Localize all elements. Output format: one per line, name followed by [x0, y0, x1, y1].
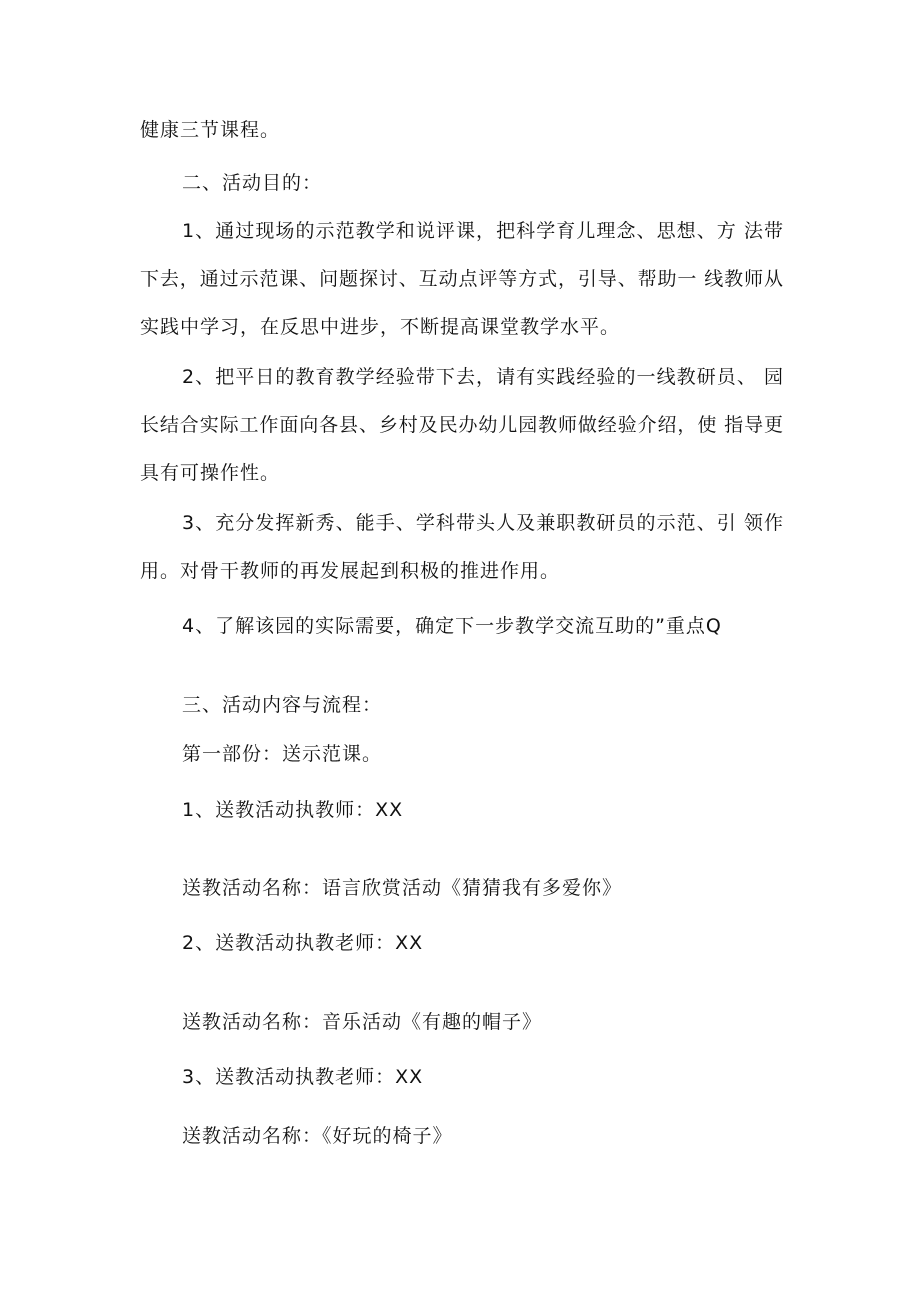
teacher-item-3: 3、送教活动执教老师：XX [182, 1066, 424, 1088]
purpose-item-2-line-1: 2、把平日的教育教学经验带下去，请有实践经验的一线教研员、 园 [182, 366, 783, 388]
teacher-item-2: 2、送教活动执教老师：XX [182, 932, 424, 954]
purpose-item-2-line-2: 长结合实际工作面向各县、乡村及民办幼儿园教师做经验介绍，使 指导更 [140, 414, 783, 436]
purpose-item-1-line-2: 下去，通过示范课、问题探讨、互动点评等方式，引导、帮助一 线教师从 [140, 268, 783, 290]
paragraph-line-1: 健康三节课程。 [140, 119, 281, 141]
purpose-item-1-line-1: 1、通过现场的示范教学和说评课，把科学育儿理念、思想、方 法带 [182, 220, 783, 242]
part-one-title: 第一部份：送示范课。 [182, 743, 383, 765]
purpose-item-3-line-2: 用。对骨干教师的再发展起到积极的推进作用。 [140, 560, 561, 582]
purpose-item-3-line-1: 3、充分发挥新秀、能手、学科带头人及兼职教研员的示范、引 领作 [182, 512, 783, 534]
section-heading-purpose: 二、活动目的： [182, 172, 323, 194]
section-heading-content-flow: 三、活动内容与流程： [182, 694, 383, 716]
teacher-item-1: 1、送教活动执教师：XX [182, 799, 404, 821]
activity-name-1: 送教活动名称：语言欣赏活动《猜猜我有多爱你》 [182, 877, 623, 899]
activity-name-3: 送教活动名称：《好玩的椅子》 [182, 1125, 453, 1147]
purpose-item-4: 4、了解该园的实际需要，确定下一步教学交流互助的”重点Q [182, 615, 722, 637]
activity-name-2: 送教活动名称：音乐活动《有趣的帽子》 [182, 1011, 543, 1033]
purpose-item-2-line-3: 具有可操作性。 [140, 462, 281, 484]
purpose-item-1-line-3: 实践中学习，在反思中进步，不断提高课堂教学水平。 [140, 316, 621, 338]
